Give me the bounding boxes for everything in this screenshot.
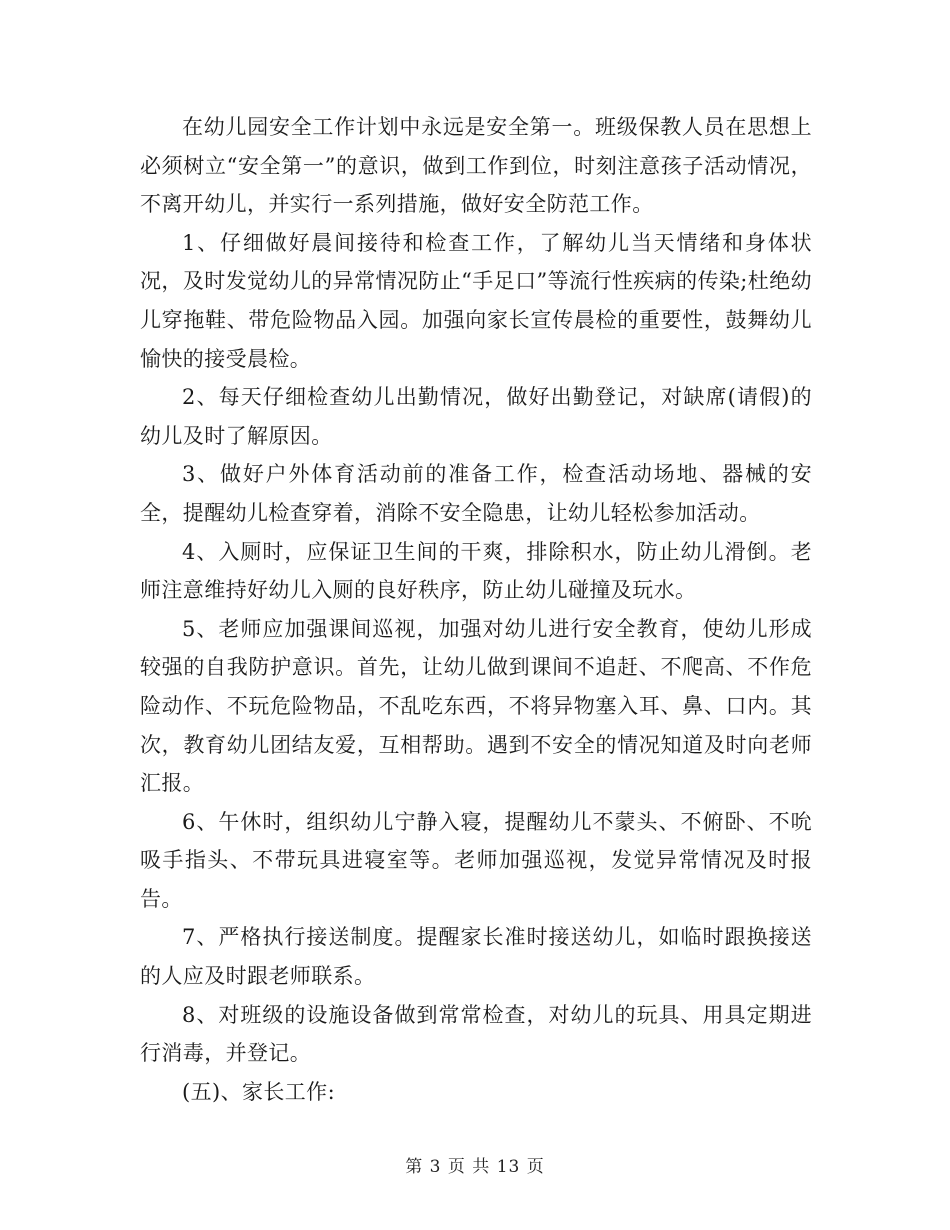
- paragraph-item-4: 4、入厕时，应保证卫生间的干爽，排除积水，防止幼儿滑倒。老师注意维持好幼儿入厕的良好秩序，防止幼儿碰撞及玩水。: [140, 539, 812, 603]
- paragraph-item-7: 7、严格执行接送制度。提醒家长准时接送幼儿，如临时跟换接送的人应及时跟老师联系。: [140, 925, 812, 989]
- paragraph-intro: 在幼儿园安全工作计划中永远是安全第一。班级保教人员在思想上必须树立“安全第一”的意识，做到工作到位，时刻注意孩子活动情况，不离开幼儿，并实行一系列措施，做好安全防范工作。: [140, 115, 812, 217]
- paragraph-item-8: 8、对班级的设施设备做到常常检查，对幼儿的玩具、用具定期进行消毒，并登记。: [140, 1002, 812, 1066]
- paragraph-item-6: 6、午休时，组织幼儿宁静入寝，提醒幼儿不蒙头、不俯卧、不吮吸手指头、不带玩具进寝室等。老师加强巡视，发觉异常情况及时报告。: [140, 809, 812, 911]
- section-heading-parents: (五)、家长工作:: [182, 1079, 336, 1104]
- document-body: [140, 108, 812, 1111]
- paragraph-item-1: 1、仔细做好晨间接待和检查工作，了解幼儿当天情绪和身体状况，及时发觉幼儿的异常情况防止“手足口”等流行性疾病的传染;杜绝幼儿穿拖鞋、带危险物品入园。加强向家长宣传晨检的重要性，鼓舞幼儿愉快的接受晨检。: [140, 230, 812, 371]
- page-number-footer: 第 3 页 共 13 页: [405, 1157, 545, 1177]
- paragraph-item-5: 5、老师应加强课间巡视，加强对幼儿进行安全教育，使幼儿形成较强的自我防护意识。首先，让幼儿做到课间不追赶、不爬高、不作危险动作、不玩危险物品，不乱吃东西，不将异物塞入耳、鼻、口内。其次，教育幼儿团结友爱，互相帮助。遇到不安全的情况知道及时向老师汇报。: [140, 616, 812, 796]
- paragraph-item-3: 3、做好户外体育活动前的准备工作，检查活动场地、器械的安全，提醒幼儿检查穿着，消除不安全隐患，让幼儿轻松参加活动。: [140, 462, 812, 525]
- paragraph-item-2: 2、每天仔细检查幼儿出勤情况，做好出勤登记，对缺席(请假)的幼儿及时了解原因。: [140, 385, 812, 448]
